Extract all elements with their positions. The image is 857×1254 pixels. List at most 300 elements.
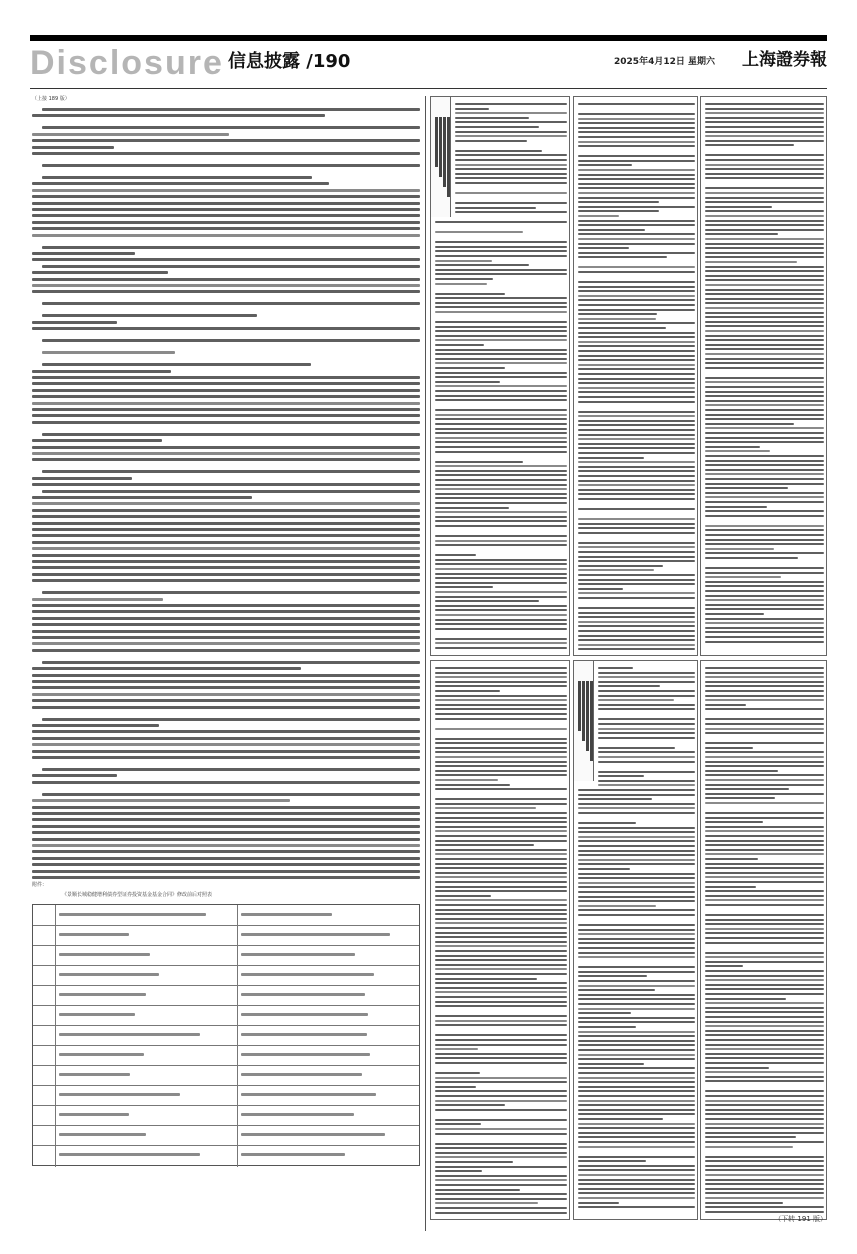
text-line — [435, 554, 476, 556]
text-line — [705, 238, 824, 240]
text-line — [705, 618, 824, 620]
text-line — [705, 1021, 824, 1023]
text-line — [705, 1156, 824, 1158]
text-line — [435, 708, 567, 710]
text-line — [705, 1141, 824, 1143]
text-line — [435, 681, 567, 683]
text-line — [435, 344, 484, 346]
text-line — [435, 1086, 476, 1088]
text-line — [32, 693, 420, 696]
text-line — [705, 1183, 824, 1185]
text-line — [705, 788, 789, 790]
text-line — [32, 617, 420, 620]
text-line — [32, 208, 420, 211]
text-line — [578, 480, 695, 482]
text-line — [435, 840, 567, 842]
text-line — [32, 730, 420, 733]
text-line — [578, 1169, 695, 1171]
text-line — [578, 621, 695, 623]
text-line — [705, 279, 824, 281]
table-cell-text — [241, 1133, 385, 1136]
text-line — [578, 1132, 695, 1134]
text-line — [578, 396, 695, 398]
text-line — [435, 446, 567, 448]
text-line — [435, 441, 567, 443]
text-line — [435, 628, 567, 630]
text-line — [705, 552, 824, 554]
text-line — [435, 1207, 567, 1209]
text-line — [705, 681, 824, 683]
text-line — [705, 154, 824, 156]
text-line — [598, 676, 695, 678]
text-line — [435, 872, 567, 874]
text-line — [578, 368, 695, 370]
text-line — [578, 141, 695, 143]
text-line — [705, 432, 824, 434]
text-line — [705, 1118, 824, 1120]
text-line — [705, 952, 824, 954]
text-line — [435, 779, 498, 781]
text-line — [435, 672, 567, 674]
text-line — [32, 152, 420, 155]
newspaper-name: 上海證券報 — [742, 50, 827, 70]
text-line — [578, 845, 695, 847]
text-line — [435, 695, 567, 697]
text-line — [435, 955, 567, 957]
table-cell-text — [241, 973, 374, 976]
text-line — [578, 350, 695, 352]
text-line — [435, 451, 567, 453]
side-label-text — [586, 681, 589, 751]
text-line — [705, 367, 824, 369]
text-line — [578, 131, 695, 133]
text-line — [578, 466, 695, 468]
text-line — [32, 686, 420, 689]
text-line — [705, 243, 824, 245]
text-line — [578, 1197, 695, 1199]
text-line — [435, 826, 567, 828]
text-line — [578, 420, 695, 422]
text-line — [578, 556, 695, 558]
text-line — [455, 140, 527, 142]
text-line — [435, 283, 487, 285]
text-line — [435, 339, 567, 341]
text-line — [705, 998, 786, 1000]
text-line — [435, 742, 567, 744]
text-line — [435, 605, 567, 607]
text-line — [578, 639, 695, 641]
text-line — [705, 886, 756, 888]
text-line — [435, 1123, 481, 1125]
text-line — [32, 534, 420, 537]
text-line — [32, 439, 162, 442]
issue-date: 2025年4月12日 星期六 — [614, 57, 715, 67]
text-line — [32, 483, 420, 486]
text-line — [705, 1160, 824, 1162]
text-line — [578, 252, 695, 254]
text-line — [435, 1034, 567, 1036]
text-line — [435, 432, 567, 434]
text-line — [578, 1044, 695, 1046]
table-cell-text — [59, 973, 159, 976]
text-line — [578, 812, 695, 814]
text-line — [578, 831, 695, 833]
text-line — [705, 774, 824, 776]
text-line — [435, 1212, 567, 1214]
text-line — [705, 460, 824, 462]
text-line — [435, 535, 567, 537]
text-line — [705, 919, 824, 921]
text-line — [32, 649, 420, 652]
text-line — [32, 234, 420, 237]
text-line — [705, 1076, 824, 1078]
text-line — [578, 266, 695, 268]
text-line — [32, 382, 420, 385]
text-line — [578, 438, 695, 440]
text-line — [705, 826, 824, 828]
text-line — [705, 1202, 783, 1204]
text-line — [578, 1072, 695, 1074]
text-line — [32, 750, 420, 753]
text-line — [578, 947, 695, 949]
text-line — [705, 1127, 824, 1129]
text-line — [578, 447, 695, 449]
text-line — [598, 732, 695, 734]
text-line — [32, 547, 420, 550]
text-line — [435, 221, 567, 223]
text-line — [435, 751, 567, 753]
text-line — [705, 965, 743, 967]
text-line — [578, 229, 645, 231]
text-line — [435, 1090, 567, 1092]
text-line — [578, 597, 695, 599]
text-line — [42, 265, 420, 268]
text-line — [578, 1165, 695, 1167]
text-line — [705, 1179, 824, 1181]
text-line — [578, 136, 695, 138]
text-line — [705, 478, 824, 480]
text-line — [705, 704, 746, 706]
table-cell-text — [241, 1113, 354, 1116]
table-row — [33, 965, 419, 966]
text-line — [435, 765, 567, 767]
text-line — [32, 831, 420, 834]
text-line — [435, 353, 567, 355]
text-line — [32, 598, 163, 601]
text-line — [705, 358, 824, 360]
text-line — [705, 492, 824, 494]
text-line — [435, 381, 500, 383]
text-line — [705, 289, 824, 291]
text-line — [578, 387, 695, 389]
text-line — [578, 341, 695, 343]
text-line — [705, 1025, 824, 1027]
text-line — [705, 247, 824, 249]
text-line — [578, 364, 695, 366]
text-line — [705, 112, 824, 114]
text-line — [578, 933, 695, 935]
text-line — [578, 299, 695, 301]
text-line — [435, 747, 567, 749]
text-line — [578, 625, 695, 627]
text-line — [705, 335, 824, 337]
text-line — [42, 661, 420, 664]
text-line — [32, 604, 420, 607]
text-line — [32, 227, 420, 230]
text-line — [435, 376, 567, 378]
table-cell-text — [241, 913, 332, 916]
text-line — [578, 822, 636, 824]
text-line — [578, 155, 695, 157]
text-line — [578, 616, 695, 618]
text-line — [435, 362, 567, 364]
text-line — [435, 1179, 567, 1181]
text-line — [455, 164, 567, 166]
text-line — [705, 1007, 824, 1009]
text-line — [578, 989, 655, 991]
text-line — [435, 1039, 567, 1041]
text-line — [435, 886, 567, 888]
text-line — [705, 979, 824, 981]
text-line — [578, 118, 695, 120]
text-line — [435, 559, 567, 561]
text-line — [455, 112, 567, 114]
text-line — [578, 1202, 619, 1204]
text-line — [705, 437, 824, 439]
text-line — [435, 520, 567, 522]
text-line — [578, 1035, 695, 1037]
text-line — [32, 850, 420, 853]
text-line — [435, 1001, 567, 1003]
text-line — [578, 1100, 695, 1102]
text-line — [705, 1048, 824, 1050]
text-line — [705, 756, 824, 758]
text-line — [705, 576, 781, 578]
text-line — [32, 509, 420, 512]
text-line — [455, 126, 539, 128]
text-line — [435, 895, 491, 897]
text-line — [42, 470, 420, 473]
text-line — [32, 680, 420, 683]
text-line — [435, 1152, 567, 1154]
text-line — [578, 896, 695, 898]
text-line — [32, 579, 420, 582]
text-line — [578, 1104, 695, 1106]
text-line — [705, 362, 824, 364]
text-line — [578, 411, 695, 413]
text-line — [578, 635, 695, 637]
text-line — [598, 723, 695, 725]
text-line — [32, 321, 117, 324]
text-line — [578, 332, 695, 334]
text-line — [435, 269, 567, 271]
text-line — [578, 508, 695, 510]
text-line — [598, 784, 695, 786]
text-line — [705, 984, 824, 986]
table-row — [33, 945, 419, 946]
text-line — [435, 704, 567, 706]
text-line — [598, 672, 695, 674]
text-line — [32, 774, 117, 777]
text-line — [42, 314, 257, 317]
text-line — [32, 446, 420, 449]
text-line — [598, 728, 695, 730]
text-line — [705, 1067, 769, 1069]
text-line — [578, 1136, 695, 1138]
text-line — [578, 798, 652, 800]
column-divider — [425, 96, 426, 1231]
text-line — [435, 807, 536, 809]
text-line — [578, 322, 695, 324]
table-cell-text — [241, 1093, 376, 1096]
text-line — [42, 339, 420, 342]
text-line — [435, 1100, 567, 1102]
section-title: 信息披露 /190 — [228, 51, 351, 72]
text-line — [435, 904, 567, 906]
text-line — [435, 349, 567, 351]
text-line — [578, 210, 659, 212]
text-line — [578, 122, 695, 124]
text-line — [578, 592, 695, 594]
text-line — [705, 275, 824, 277]
text-line — [435, 756, 567, 758]
text-line — [705, 206, 772, 208]
text-line — [705, 414, 824, 416]
text-line — [32, 502, 420, 505]
text-line — [435, 849, 567, 851]
text-line — [705, 631, 824, 633]
text-line — [578, 247, 629, 249]
text-line — [578, 648, 695, 650]
text-line — [435, 835, 567, 837]
text-line — [435, 465, 567, 467]
table-cell-text — [241, 1033, 367, 1036]
text-line — [435, 964, 567, 966]
text-line — [705, 1100, 824, 1102]
text-line — [32, 189, 420, 192]
text-line — [598, 708, 695, 710]
text-line — [578, 295, 695, 297]
table-cell-text — [59, 1093, 180, 1096]
text-line — [435, 738, 567, 740]
text-line — [435, 798, 567, 800]
text-line — [705, 1039, 824, 1041]
text-line — [455, 159, 567, 161]
text-line — [435, 502, 567, 504]
text-line — [578, 1183, 695, 1185]
text-line — [32, 636, 420, 639]
text-line — [705, 672, 824, 674]
text-line — [578, 206, 695, 208]
text-line — [578, 579, 695, 581]
text-line — [435, 278, 493, 280]
text-line — [705, 747, 753, 749]
text-line — [705, 812, 824, 814]
text-line — [578, 484, 695, 486]
text-line — [32, 566, 420, 569]
text-line — [705, 1057, 824, 1059]
text-line — [578, 1063, 644, 1065]
text-line — [705, 1053, 824, 1055]
table-cell-text — [59, 1073, 130, 1076]
text-line — [578, 498, 695, 500]
text-line — [435, 395, 567, 397]
text-line — [705, 1206, 824, 1208]
text-line — [598, 685, 660, 687]
text-line — [578, 998, 695, 1000]
text-line — [455, 182, 567, 184]
text-line — [42, 490, 420, 493]
table-cell-text — [241, 1013, 368, 1016]
text-line — [705, 187, 824, 189]
text-line — [578, 560, 695, 562]
text-line — [705, 220, 824, 222]
text-line — [435, 718, 567, 720]
text-line — [578, 523, 695, 525]
text-line — [435, 507, 509, 509]
text-line — [578, 607, 695, 609]
text-line — [578, 1077, 695, 1079]
text-line — [435, 568, 567, 570]
text-line — [578, 1179, 695, 1181]
table-cell-text — [59, 953, 150, 956]
text-line — [705, 872, 824, 874]
text-line — [705, 590, 824, 592]
text-line — [598, 699, 674, 701]
table-cell-text — [59, 1013, 135, 1016]
text-line — [578, 1040, 695, 1042]
text-line — [705, 765, 824, 767]
text-line — [705, 1062, 824, 1064]
text-line — [435, 330, 567, 332]
text-line — [705, 192, 824, 194]
text-line — [578, 569, 654, 571]
text-line — [32, 284, 420, 287]
text-line — [435, 418, 567, 420]
text-line — [578, 309, 695, 311]
text-line — [32, 699, 420, 702]
text-line — [705, 742, 824, 744]
text-line — [32, 395, 420, 398]
side-label-text — [435, 117, 438, 167]
text-line — [578, 1113, 695, 1115]
text-line — [42, 302, 420, 305]
text-line — [578, 942, 695, 944]
text-line — [705, 853, 824, 855]
text-line — [705, 302, 824, 304]
text-line — [705, 1095, 824, 1097]
text-line — [435, 1109, 567, 1111]
text-line — [32, 290, 420, 293]
text-line — [32, 573, 420, 576]
text-line — [578, 1026, 636, 1028]
text-line — [705, 993, 824, 995]
text-line — [705, 455, 824, 457]
text-line — [435, 667, 567, 669]
text-line — [578, 174, 695, 176]
text-line — [705, 266, 824, 268]
text-line — [32, 825, 420, 828]
text-line — [705, 1044, 824, 1046]
text-line — [705, 1165, 824, 1167]
text-line — [435, 817, 567, 819]
text-line — [435, 563, 567, 565]
text-line — [705, 604, 824, 606]
text-line — [705, 348, 824, 350]
text-line — [435, 591, 567, 593]
text-line — [705, 177, 824, 179]
text-line — [705, 210, 824, 212]
